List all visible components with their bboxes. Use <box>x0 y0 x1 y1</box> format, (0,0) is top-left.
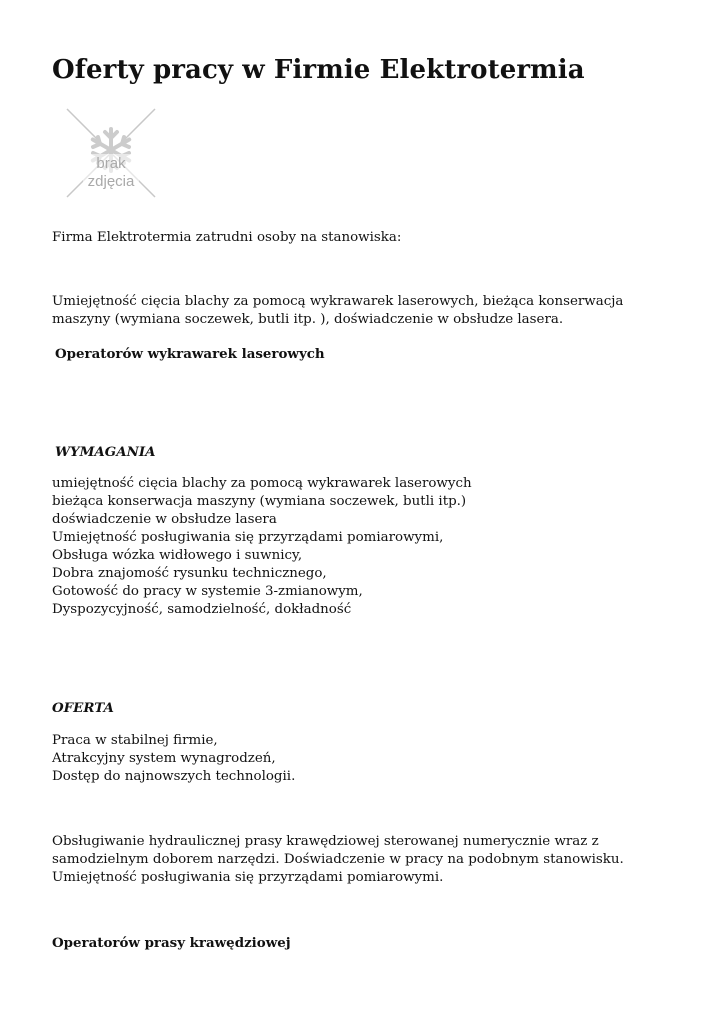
list-item: Obsługa wózka widłowego i suwnicy, <box>52 548 303 563</box>
offer-heading: OFERTA <box>52 700 114 716</box>
intro-text: Firma Elektrotermia zatrudni osoby na stanowiska: <box>52 230 402 245</box>
position2-title: Operatorów prasy krawędziowej <box>52 935 291 951</box>
position2-description: Obsługiwanie hydraulicznej prasy krawędziowej sterowanej numerycznie wraz z samodzielnym doborem narzędzi. Doświadczenie w pracy na podobnym stanowisku. Umiejętność posługiwania się przyrządami pomiarowymi. <box>52 834 624 885</box>
page-title: Oferty pracy w Firmie Elektrotermia <box>52 55 585 85</box>
list-item: bieżąca konserwacja maszyny (wymiana soczewek, butli itp.) <box>52 494 467 509</box>
requirements-list <box>52 475 472 619</box>
list-item: doświadczenie w obsłudze lasera <box>52 512 277 527</box>
list-item: Gotowość do pracy w systemie 3-zmianowym, <box>52 584 363 599</box>
list-item: Umiejętność posługiwania się przyrządami pomiarowymi, <box>52 530 444 545</box>
list-item: Dobra znajomość rysunku technicznego, <box>52 566 327 581</box>
no-photo-placeholder <box>65 107 157 199</box>
requirements-heading: WYMAGANIA <box>55 444 156 460</box>
no-photo-label-line2: zdjęcia <box>87 173 135 190</box>
position1-title: Operatorów wykrawarek laserowych <box>55 346 325 362</box>
list-item: umiejętność cięcia blachy za pomocą wykrawarek laserowych <box>52 476 472 491</box>
list-item: Praca w stabilnej firmie, <box>52 733 218 748</box>
list-item: Atrakcyjny system wynagrodzeń, <box>52 751 276 766</box>
list-item: Dostęp do najnowszych technologii. <box>52 769 296 784</box>
position1-description: Umiejętność cięcia blachy za pomocą wykrawarek laserowych, bieżąca konserwacja maszyny (wymiana soczewek, butli itp. ), doświadczenie w obsłudze lasera. <box>52 294 624 327</box>
no-photo-image <box>65 107 157 199</box>
no-photo-label-line1: brak <box>96 155 126 172</box>
offer-list <box>52 732 295 786</box>
list-item: Dyspozycyjność, samodzielność, dokładność <box>52 602 352 617</box>
